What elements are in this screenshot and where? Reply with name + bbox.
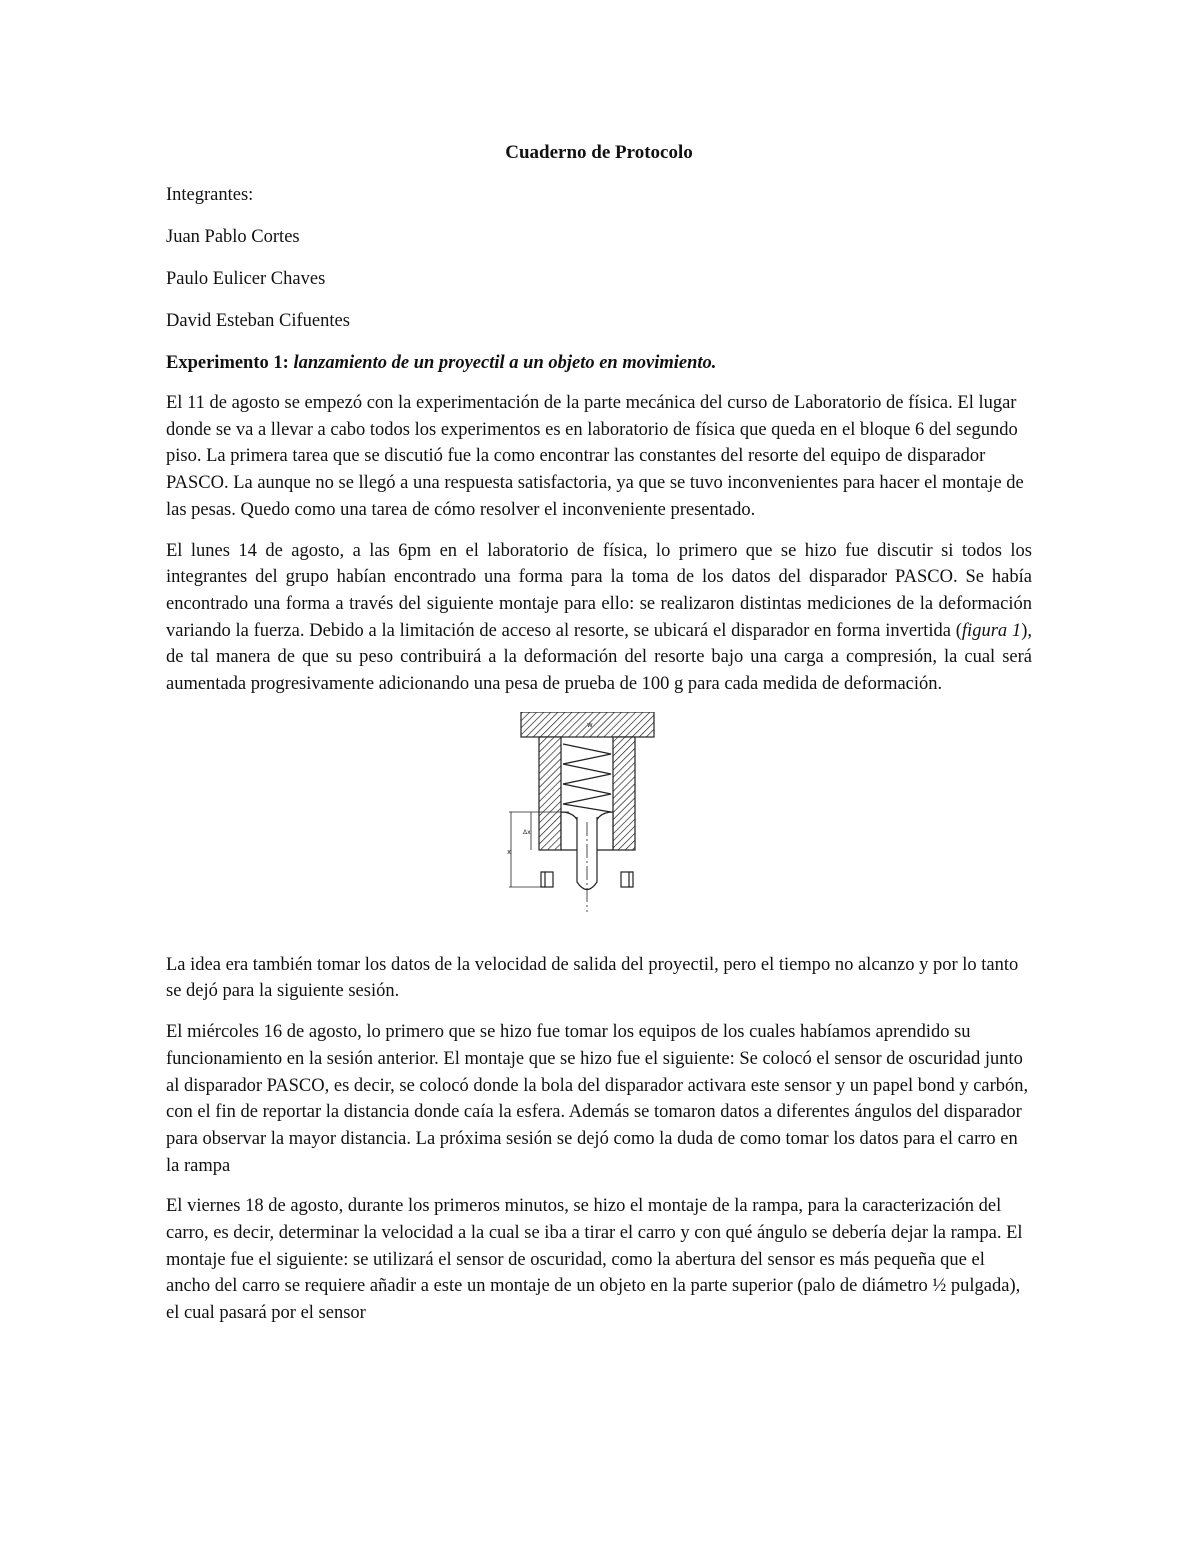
experiment-description: lanzamiento de un proyectil a un objeto en movimiento. xyxy=(293,353,717,373)
left-stop xyxy=(545,872,553,887)
paragraph-aug-16: El miércoles 16 de agosto, lo primero que se hizo fue tomar los equipos de los cuales habíamos aprendido su funcionamiento en la sesión anterior. El montaje que se hizo fue el siguiente: Se colocó el sensor de oscuridad junto al disparador PASCO, es decir, se colocó donde la bola del disparador activara este sensor y un papel bond y carbón, con el fin de reportar la distancia donde caía la esfera. Además se tomaron datos a diferentes ángulos del disparador para observar la mayor distancia. La próxima sesión se dejó como la duda de como tomar los datos para el carro en la rampa xyxy=(166,1022,1029,1176)
document-title: Cuaderno de Protocolo xyxy=(505,142,693,163)
paragraph-aug-11: El 11 de agosto se empezó con la experimentación de la parte mecánica del curso de Laboratorio de física. El lugar donde se va a llevar a cabo todos los experimentos es en laboratorio de física que queda en el bloque 6 del segundo piso. La primera tarea que se discutió fue la como encontrar las constantes del resorte del equipo de disparador PASCO. La aunque no se llegó a una respuesta satisfactoria, ya que se tuvo inconvenientes para hacer el montaje de las pesas. Quedo como una tarea de cómo resolver el inconveniente presentado. xyxy=(166,393,1024,520)
experiment-heading xyxy=(166,350,1032,376)
x-label: x xyxy=(507,847,512,856)
right-stop xyxy=(621,872,629,887)
figure-1 xyxy=(166,712,1032,932)
document-body xyxy=(166,140,1032,1341)
right-wall xyxy=(613,737,635,850)
paragraph-aug-14 xyxy=(166,538,1032,698)
dx-label: Δx xyxy=(523,828,531,836)
weight-label: w xyxy=(587,720,593,729)
paragraph-text: ), de tal manera de que su peso contribuirá a la deformación del resorte bajo una carga a compresión, la cual será aumentada progresivamente adicionando una pesa de prueba de 100 g para cada medida de deformación. xyxy=(166,620,1032,695)
member-name: Juan Pablo Cortes xyxy=(166,227,300,247)
paragraph-aug-18: El viernes 18 de agosto, durante los primeros minutos, se hizo el montaje de la rampa, para la caracterización del carro, es decir, determinar la velocidad a la cual se iba a tirar el carro y con qué ángulo se debería dejar la rampa. El montaje fue el siguiente: se utilizará el sensor de oscuridad, como la abertura del sensor es más pequeña que el ancho del carro se requiere añadir a este un montaje de un objeto en la parte superior (palo de diámetro ½ pulgada), el cual pasará por el sensor xyxy=(166,1196,1023,1324)
spring xyxy=(563,744,611,812)
experiment-label: Experimento 1: xyxy=(166,353,289,373)
spring-launcher-diagram xyxy=(501,712,701,922)
paragraph-text: El lunes 14 de agosto, a las 6pm en el laboratorio de física, lo primero que se hizo fue discutir si todos los integrantes del grupo habían encontrado una forma para la toma de los datos del disparador PASCO. Se había encontrado una forma a través del siguiente montaje para ello: se realizaron distintas mediciones de la deformación variando la fuerza. Debido a la limitación de acceso al resorte, se ubicará el disparador en forma invertida ( xyxy=(166,540,1032,641)
paragraph-idea: La idea era también tomar los datos de la velocidad de salida del proyectil, pero el tiempo no alcanzo y por lo tanto se dejó para la siguiente sesión. xyxy=(166,954,1019,1002)
figure-reference: figura 1 xyxy=(961,620,1022,641)
member-name: Paulo Eulicer Chaves xyxy=(166,269,326,289)
left-wall xyxy=(539,737,561,850)
member-name: David Esteban Cifuentes xyxy=(166,311,350,331)
members-label: Integrantes: xyxy=(166,185,254,205)
